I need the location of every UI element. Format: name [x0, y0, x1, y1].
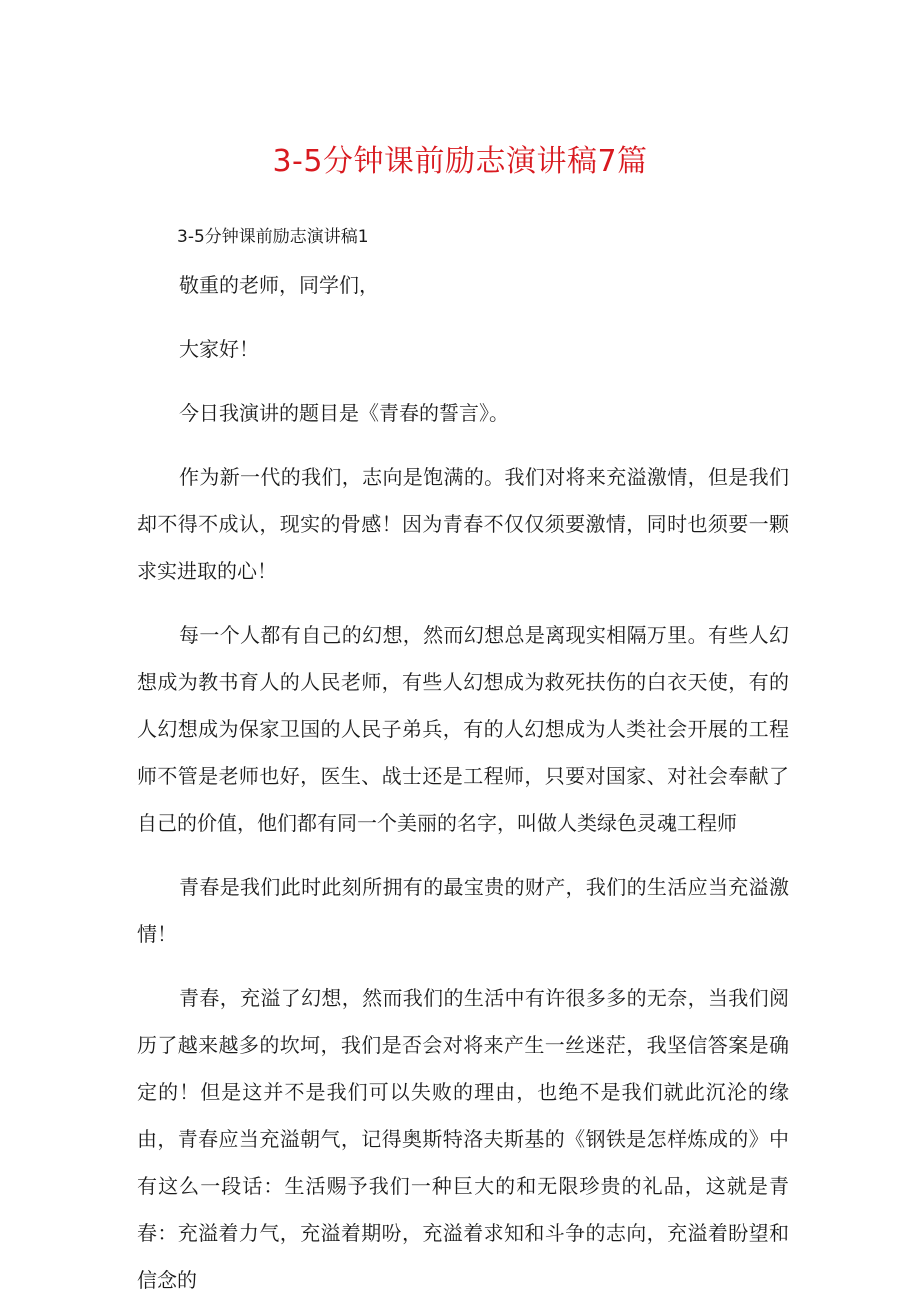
document-body [137, 222, 789, 1304]
paragraph-greeting: 敬重的老师，同学们， [179, 273, 379, 297]
section-heading: 3-5分钟课前励志演讲稿1 [177, 227, 369, 247]
paragraph-youth-dreams: 青春，充溢了幻想，然而我们的生活中有许很多多的无奈，当我们阅历了越来越多的坎坷，我们是否会对将来产生一丝迷茫，我坚信答案是确定的！但是这并不是我们可以失败的理由，也绝不是我们就此沉沦的缘由，青春应当充溢朝气，记得奥斯特洛夫斯基的《钢铁是怎样炼成的》中有这么一段话：生活赐予我们一种巨大的和无限珍贵的礼品，这就是青春：充溢着力气，充溢着期吩，充溢着求知和斗争的志向，充溢着盼望和信念的 [137, 986, 789, 1292]
paragraph-dreams: 每一个人都有自己的幻想，然而幻想总是离现实相隔万里。有些人幻想成为教书育人的人民老师，有些人幻想成为救死扶伤的白衣天使，有的人幻想成为保家卫国的人民子弟兵，有的人幻想成为人类社会开展的工程师不管是老师也好，医生、战士还是工程师，只要对国家、对社会奉献了自己的价值，他们都有同一个美丽的名字，叫做人类绿色灵魂工程师 [137, 623, 789, 835]
paragraph-hello: 大家好！ [179, 337, 259, 361]
document-title: 3-5分钟课前励志演讲稿7篇 [272, 144, 648, 179]
paragraph-youth-wealth: 青春是我们此时此刻所拥有的最宝贵的财产，我们的生活应当充溢激情！ [137, 875, 789, 946]
paragraph-topic: 今日我演讲的题目是《青春的誓言》。 [179, 401, 509, 425]
paragraph-ambition: 作为新一代的我们，志向是饱满的。我们对将来充溢激情，但是我们却不得不成认，现实的骨感！因为青春不仅仅须要激情，同时也须要一颗求实进取的心！ [137, 465, 789, 583]
